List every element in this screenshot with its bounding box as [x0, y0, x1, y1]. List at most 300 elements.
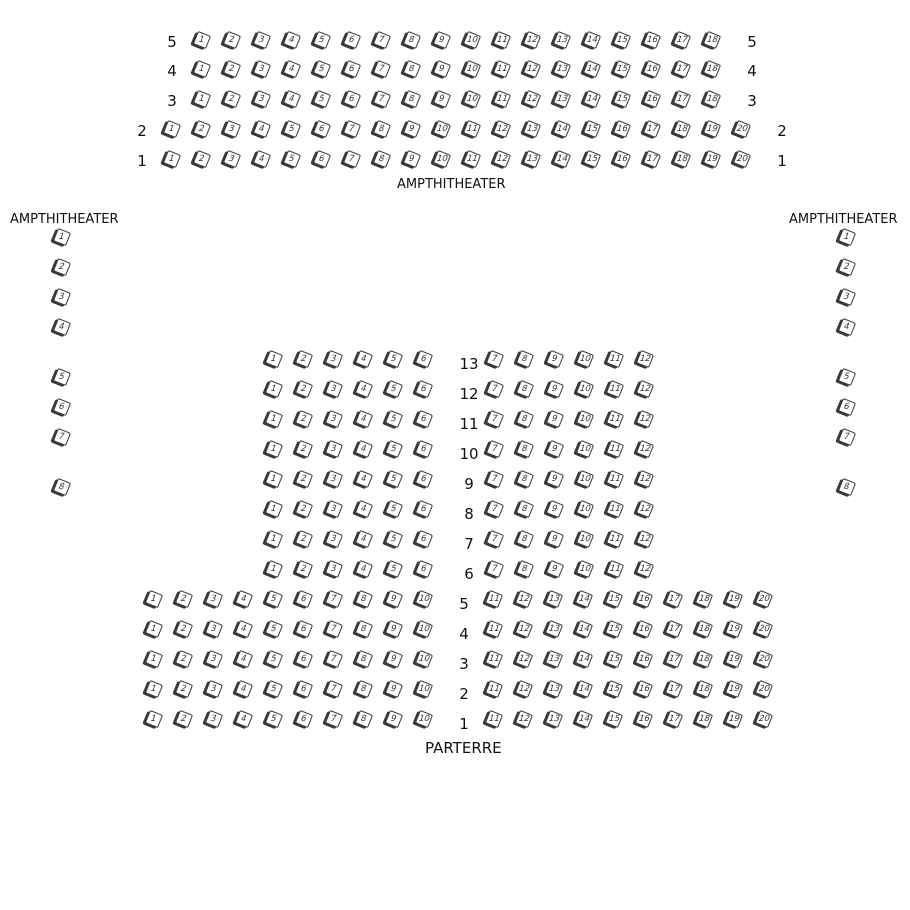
- parterre-seat[interactable]: [606, 410, 624, 428]
- parterre-seat[interactable]: [575, 650, 593, 668]
- amphitheater-seat[interactable]: [373, 60, 391, 78]
- amphitheater-seat[interactable]: [253, 120, 271, 138]
- parterre-seat[interactable]: [175, 590, 193, 608]
- parterre-seat[interactable]: [205, 680, 223, 698]
- amphitheater-seat[interactable]: [463, 120, 481, 138]
- amphitheater-seat[interactable]: [313, 120, 331, 138]
- parterre-seat[interactable]: [486, 410, 504, 428]
- parterre-seat[interactable]: [665, 590, 683, 608]
- parterre-seat[interactable]: [295, 440, 313, 458]
- parterre-seat[interactable]: [576, 500, 594, 518]
- parterre-seat[interactable]: [486, 440, 504, 458]
- parterre-seat[interactable]: [485, 680, 503, 698]
- parterre-seat[interactable]: [755, 590, 773, 608]
- parterre-seat[interactable]: [265, 590, 283, 608]
- parterre-seat[interactable]: [635, 650, 653, 668]
- parterre-seat[interactable]: [546, 470, 564, 488]
- amphitheater-seat[interactable]: [283, 31, 301, 49]
- amphitheater-seat[interactable]: [373, 90, 391, 108]
- side-left-seat[interactable]: [53, 318, 71, 336]
- parterre-seat[interactable]: [415, 620, 433, 638]
- parterre-seat[interactable]: [325, 620, 343, 638]
- parterre-seat[interactable]: [295, 470, 313, 488]
- amphitheater-seat[interactable]: [553, 90, 571, 108]
- amphitheater-seat[interactable]: [463, 31, 481, 49]
- parterre-seat[interactable]: [516, 350, 534, 368]
- parterre-seat[interactable]: [665, 680, 683, 698]
- parterre-seat[interactable]: [295, 560, 313, 578]
- amphitheater-seat[interactable]: [223, 31, 241, 49]
- amphitheater-seat[interactable]: [283, 90, 301, 108]
- amphitheater-seat[interactable]: [223, 120, 241, 138]
- parterre-seat[interactable]: [636, 500, 654, 518]
- parterre-seat[interactable]: [235, 710, 253, 728]
- parterre-seat[interactable]: [725, 710, 743, 728]
- parterre-seat[interactable]: [325, 500, 343, 518]
- parterre-seat[interactable]: [295, 620, 313, 638]
- parterre-seat[interactable]: [265, 410, 283, 428]
- parterre-seat[interactable]: [175, 620, 193, 638]
- side-right-seat[interactable]: [838, 368, 856, 386]
- parterre-seat[interactable]: [576, 410, 594, 428]
- amphitheater-seat[interactable]: [223, 150, 241, 168]
- parterre-seat[interactable]: [755, 680, 773, 698]
- amphitheater-seat[interactable]: [523, 31, 541, 49]
- parterre-seat[interactable]: [295, 410, 313, 428]
- parterre-seat[interactable]: [665, 710, 683, 728]
- parterre-seat[interactable]: [235, 620, 253, 638]
- parterre-seat[interactable]: [576, 440, 594, 458]
- amphitheater-seat[interactable]: [553, 60, 571, 78]
- amphitheater-seat[interactable]: [193, 31, 211, 49]
- amphitheater-seat[interactable]: [343, 31, 361, 49]
- parterre-seat[interactable]: [605, 650, 623, 668]
- parterre-seat[interactable]: [295, 530, 313, 548]
- amphitheater-seat[interactable]: [523, 120, 541, 138]
- parterre-seat[interactable]: [325, 350, 343, 368]
- side-right-seat[interactable]: [838, 258, 856, 276]
- parterre-seat[interactable]: [355, 560, 373, 578]
- parterre-seat[interactable]: [385, 410, 403, 428]
- parterre-seat[interactable]: [355, 620, 373, 638]
- amphitheater-seat[interactable]: [583, 60, 601, 78]
- amphitheater-seat[interactable]: [523, 90, 541, 108]
- parterre-seat[interactable]: [415, 350, 433, 368]
- parterre-seat[interactable]: [325, 410, 343, 428]
- parterre-seat[interactable]: [516, 470, 534, 488]
- parterre-seat[interactable]: [725, 680, 743, 698]
- parterre-seat[interactable]: [725, 590, 743, 608]
- amphitheater-seat[interactable]: [433, 150, 451, 168]
- parterre-seat[interactable]: [486, 530, 504, 548]
- amphitheater-seat[interactable]: [583, 31, 601, 49]
- parterre-seat[interactable]: [576, 560, 594, 578]
- amphitheater-seat[interactable]: [223, 90, 241, 108]
- amphitheater-seat[interactable]: [343, 120, 361, 138]
- parterre-seat[interactable]: [605, 710, 623, 728]
- amphitheater-seat[interactable]: [433, 60, 451, 78]
- parterre-seat[interactable]: [695, 680, 713, 698]
- parterre-seat[interactable]: [755, 650, 773, 668]
- parterre-seat[interactable]: [606, 500, 624, 518]
- side-right-seat[interactable]: [838, 228, 856, 246]
- amphitheater-seat[interactable]: [193, 60, 211, 78]
- amphitheater-seat[interactable]: [313, 150, 331, 168]
- amphitheater-seat[interactable]: [403, 60, 421, 78]
- parterre-seat[interactable]: [605, 590, 623, 608]
- parterre-seat[interactable]: [545, 620, 563, 638]
- parterre-seat[interactable]: [575, 620, 593, 638]
- parterre-seat[interactable]: [205, 620, 223, 638]
- amphitheater-seat[interactable]: [343, 150, 361, 168]
- amphitheater-seat[interactable]: [403, 120, 421, 138]
- amphitheater-seat[interactable]: [493, 90, 511, 108]
- parterre-seat[interactable]: [576, 530, 594, 548]
- side-right-seat[interactable]: [838, 428, 856, 446]
- parterre-seat[interactable]: [175, 650, 193, 668]
- parterre-seat[interactable]: [415, 650, 433, 668]
- parterre-seat[interactable]: [295, 680, 313, 698]
- amphitheater-seat[interactable]: [193, 120, 211, 138]
- side-left-seat[interactable]: [53, 428, 71, 446]
- parterre-seat[interactable]: [545, 650, 563, 668]
- parterre-seat[interactable]: [355, 710, 373, 728]
- parterre-seat[interactable]: [355, 410, 373, 428]
- amphitheater-seat[interactable]: [703, 31, 721, 49]
- parterre-seat[interactable]: [515, 650, 533, 668]
- parterre-seat[interactable]: [665, 620, 683, 638]
- amphitheater-seat[interactable]: [163, 150, 181, 168]
- parterre-seat[interactable]: [415, 710, 433, 728]
- amphitheater-seat[interactable]: [253, 60, 271, 78]
- parterre-seat[interactable]: [295, 650, 313, 668]
- amphitheater-seat[interactable]: [253, 150, 271, 168]
- parterre-seat[interactable]: [546, 560, 564, 578]
- parterre-seat[interactable]: [385, 560, 403, 578]
- side-left-seat[interactable]: [53, 228, 71, 246]
- parterre-seat[interactable]: [235, 590, 253, 608]
- parterre-seat[interactable]: [325, 530, 343, 548]
- amphitheater-seat[interactable]: [583, 120, 601, 138]
- parterre-seat[interactable]: [355, 650, 373, 668]
- parterre-seat[interactable]: [575, 680, 593, 698]
- amphitheater-seat[interactable]: [403, 31, 421, 49]
- side-right-seat[interactable]: [838, 318, 856, 336]
- parterre-seat[interactable]: [515, 710, 533, 728]
- parterre-seat[interactable]: [355, 470, 373, 488]
- parterre-seat[interactable]: [235, 650, 253, 668]
- amphitheater-seat[interactable]: [553, 120, 571, 138]
- amphitheater-seat[interactable]: [703, 90, 721, 108]
- amphitheater-seat[interactable]: [433, 120, 451, 138]
- parterre-seat[interactable]: [546, 500, 564, 518]
- parterre-seat[interactable]: [295, 590, 313, 608]
- parterre-seat[interactable]: [695, 710, 713, 728]
- side-right-seat[interactable]: [838, 398, 856, 416]
- parterre-seat[interactable]: [606, 560, 624, 578]
- amphitheater-seat[interactable]: [373, 150, 391, 168]
- parterre-seat[interactable]: [636, 470, 654, 488]
- amphitheater-seat[interactable]: [643, 150, 661, 168]
- amphitheater-seat[interactable]: [313, 90, 331, 108]
- amphitheater-seat[interactable]: [163, 120, 181, 138]
- amphitheater-seat[interactable]: [673, 150, 691, 168]
- parterre-seat[interactable]: [385, 680, 403, 698]
- parterre-seat[interactable]: [695, 650, 713, 668]
- amphitheater-seat[interactable]: [703, 150, 721, 168]
- parterre-seat[interactable]: [695, 590, 713, 608]
- parterre-seat[interactable]: [385, 350, 403, 368]
- parterre-seat[interactable]: [755, 620, 773, 638]
- parterre-seat[interactable]: [546, 440, 564, 458]
- parterre-seat[interactable]: [145, 710, 163, 728]
- amphitheater-seat[interactable]: [643, 120, 661, 138]
- parterre-seat[interactable]: [205, 590, 223, 608]
- parterre-seat[interactable]: [636, 440, 654, 458]
- amphitheater-seat[interactable]: [253, 90, 271, 108]
- parterre-seat[interactable]: [265, 350, 283, 368]
- parterre-seat[interactable]: [516, 440, 534, 458]
- parterre-seat[interactable]: [576, 470, 594, 488]
- parterre-seat[interactable]: [486, 560, 504, 578]
- parterre-seat[interactable]: [636, 560, 654, 578]
- parterre-seat[interactable]: [515, 620, 533, 638]
- parterre-seat[interactable]: [486, 380, 504, 398]
- parterre-seat[interactable]: [385, 380, 403, 398]
- parterre-seat[interactable]: [516, 380, 534, 398]
- parterre-seat[interactable]: [205, 710, 223, 728]
- parterre-seat[interactable]: [295, 710, 313, 728]
- amphitheater-seat[interactable]: [613, 150, 631, 168]
- amphitheater-seat[interactable]: [673, 120, 691, 138]
- parterre-seat[interactable]: [175, 680, 193, 698]
- side-right-seat[interactable]: [838, 288, 856, 306]
- parterre-seat[interactable]: [545, 710, 563, 728]
- parterre-seat[interactable]: [145, 680, 163, 698]
- amphitheater-seat[interactable]: [463, 90, 481, 108]
- parterre-seat[interactable]: [695, 620, 713, 638]
- parterre-seat[interactable]: [355, 530, 373, 548]
- amphitheater-seat[interactable]: [553, 150, 571, 168]
- amphitheater-seat[interactable]: [523, 150, 541, 168]
- side-left-seat[interactable]: [53, 368, 71, 386]
- parterre-seat[interactable]: [515, 590, 533, 608]
- amphitheater-seat[interactable]: [643, 90, 661, 108]
- parterre-seat[interactable]: [606, 380, 624, 398]
- amphitheater-seat[interactable]: [433, 90, 451, 108]
- parterre-seat[interactable]: [385, 590, 403, 608]
- parterre-seat[interactable]: [635, 680, 653, 698]
- side-left-seat[interactable]: [53, 258, 71, 276]
- parterre-seat[interactable]: [755, 710, 773, 728]
- parterre-seat[interactable]: [485, 650, 503, 668]
- parterre-seat[interactable]: [636, 530, 654, 548]
- parterre-seat[interactable]: [606, 440, 624, 458]
- amphitheater-seat[interactable]: [313, 60, 331, 78]
- parterre-seat[interactable]: [205, 650, 223, 668]
- amphitheater-seat[interactable]: [343, 90, 361, 108]
- amphitheater-seat[interactable]: [193, 150, 211, 168]
- parterre-seat[interactable]: [325, 650, 343, 668]
- amphitheater-seat[interactable]: [373, 31, 391, 49]
- amphitheater-seat[interactable]: [733, 120, 751, 138]
- parterre-seat[interactable]: [665, 650, 683, 668]
- parterre-seat[interactable]: [415, 680, 433, 698]
- amphitheater-seat[interactable]: [463, 150, 481, 168]
- parterre-seat[interactable]: [265, 560, 283, 578]
- amphitheater-seat[interactable]: [673, 60, 691, 78]
- amphitheater-seat[interactable]: [493, 60, 511, 78]
- amphitheater-seat[interactable]: [403, 150, 421, 168]
- amphitheater-seat[interactable]: [313, 31, 331, 49]
- amphitheater-seat[interactable]: [553, 31, 571, 49]
- parterre-seat[interactable]: [415, 440, 433, 458]
- parterre-seat[interactable]: [265, 440, 283, 458]
- parterre-seat[interactable]: [606, 470, 624, 488]
- parterre-seat[interactable]: [295, 380, 313, 398]
- amphitheater-seat[interactable]: [643, 31, 661, 49]
- parterre-seat[interactable]: [265, 680, 283, 698]
- parterre-seat[interactable]: [325, 440, 343, 458]
- amphitheater-seat[interactable]: [493, 150, 511, 168]
- amphitheater-seat[interactable]: [463, 60, 481, 78]
- parterre-seat[interactable]: [515, 680, 533, 698]
- amphitheater-seat[interactable]: [283, 120, 301, 138]
- parterre-seat[interactable]: [636, 350, 654, 368]
- amphitheater-seat[interactable]: [733, 150, 751, 168]
- amphitheater-seat[interactable]: [613, 60, 631, 78]
- parterre-seat[interactable]: [415, 410, 433, 428]
- amphitheater-seat[interactable]: [283, 150, 301, 168]
- parterre-seat[interactable]: [415, 500, 433, 518]
- parterre-seat[interactable]: [265, 710, 283, 728]
- parterre-seat[interactable]: [415, 590, 433, 608]
- amphitheater-seat[interactable]: [373, 120, 391, 138]
- side-right-seat[interactable]: [838, 478, 856, 496]
- parterre-seat[interactable]: [385, 440, 403, 458]
- amphitheater-seat[interactable]: [283, 60, 301, 78]
- amphitheater-seat[interactable]: [643, 60, 661, 78]
- amphitheater-seat[interactable]: [703, 60, 721, 78]
- parterre-seat[interactable]: [325, 710, 343, 728]
- parterre-seat[interactable]: [415, 380, 433, 398]
- parterre-seat[interactable]: [265, 500, 283, 518]
- parterre-seat[interactable]: [385, 500, 403, 518]
- side-left-seat[interactable]: [53, 478, 71, 496]
- parterre-seat[interactable]: [265, 650, 283, 668]
- amphitheater-seat[interactable]: [613, 120, 631, 138]
- parterre-seat[interactable]: [516, 560, 534, 578]
- amphitheater-seat[interactable]: [433, 31, 451, 49]
- amphitheater-seat[interactable]: [493, 31, 511, 49]
- parterre-seat[interactable]: [325, 590, 343, 608]
- parterre-seat[interactable]: [355, 380, 373, 398]
- parterre-seat[interactable]: [485, 710, 503, 728]
- parterre-seat[interactable]: [265, 470, 283, 488]
- parterre-seat[interactable]: [725, 620, 743, 638]
- parterre-seat[interactable]: [516, 500, 534, 518]
- parterre-seat[interactable]: [355, 590, 373, 608]
- parterre-seat[interactable]: [265, 620, 283, 638]
- parterre-seat[interactable]: [385, 710, 403, 728]
- amphitheater-seat[interactable]: [523, 60, 541, 78]
- amphitheater-seat[interactable]: [703, 120, 721, 138]
- parterre-seat[interactable]: [295, 500, 313, 518]
- amphitheater-seat[interactable]: [613, 90, 631, 108]
- parterre-seat[interactable]: [415, 530, 433, 548]
- parterre-seat[interactable]: [486, 500, 504, 518]
- parterre-seat[interactable]: [295, 350, 313, 368]
- parterre-seat[interactable]: [325, 470, 343, 488]
- parterre-seat[interactable]: [546, 380, 564, 398]
- parterre-seat[interactable]: [485, 590, 503, 608]
- parterre-seat[interactable]: [265, 380, 283, 398]
- amphitheater-seat[interactable]: [223, 60, 241, 78]
- parterre-seat[interactable]: [265, 530, 283, 548]
- amphitheater-seat[interactable]: [583, 150, 601, 168]
- parterre-seat[interactable]: [636, 410, 654, 428]
- parterre-seat[interactable]: [605, 680, 623, 698]
- amphitheater-seat[interactable]: [613, 31, 631, 49]
- amphitheater-seat[interactable]: [403, 90, 421, 108]
- parterre-seat[interactable]: [415, 470, 433, 488]
- parterre-seat[interactable]: [385, 530, 403, 548]
- parterre-seat[interactable]: [546, 410, 564, 428]
- parterre-seat[interactable]: [546, 530, 564, 548]
- amphitheater-seat[interactable]: [493, 120, 511, 138]
- parterre-seat[interactable]: [415, 560, 433, 578]
- side-left-seat[interactable]: [53, 398, 71, 416]
- parterre-seat[interactable]: [605, 620, 623, 638]
- parterre-seat[interactable]: [385, 470, 403, 488]
- parterre-seat[interactable]: [385, 620, 403, 638]
- parterre-seat[interactable]: [325, 560, 343, 578]
- parterre-seat[interactable]: [355, 680, 373, 698]
- parterre-seat[interactable]: [516, 410, 534, 428]
- parterre-seat[interactable]: [575, 590, 593, 608]
- parterre-seat[interactable]: [486, 470, 504, 488]
- parterre-seat[interactable]: [325, 680, 343, 698]
- amphitheater-seat[interactable]: [253, 31, 271, 49]
- parterre-seat[interactable]: [546, 350, 564, 368]
- parterre-seat[interactable]: [606, 350, 624, 368]
- parterre-seat[interactable]: [545, 680, 563, 698]
- parterre-seat[interactable]: [636, 380, 654, 398]
- parterre-seat[interactable]: [235, 680, 253, 698]
- parterre-seat[interactable]: [575, 710, 593, 728]
- parterre-seat[interactable]: [486, 350, 504, 368]
- parterre-seat[interactable]: [355, 350, 373, 368]
- parterre-seat[interactable]: [576, 380, 594, 398]
- parterre-seat[interactable]: [725, 650, 743, 668]
- parterre-seat[interactable]: [145, 620, 163, 638]
- parterre-seat[interactable]: [635, 710, 653, 728]
- parterre-seat[interactable]: [635, 590, 653, 608]
- parterre-seat[interactable]: [485, 620, 503, 638]
- parterre-seat[interactable]: [576, 350, 594, 368]
- parterre-seat[interactable]: [516, 530, 534, 548]
- parterre-seat[interactable]: [545, 590, 563, 608]
- amphitheater-seat[interactable]: [583, 90, 601, 108]
- amphitheater-seat[interactable]: [343, 60, 361, 78]
- amphitheater-seat[interactable]: [193, 90, 211, 108]
- parterre-seat[interactable]: [606, 530, 624, 548]
- parterre-seat[interactable]: [635, 620, 653, 638]
- amphitheater-seat[interactable]: [673, 90, 691, 108]
- parterre-seat[interactable]: [385, 650, 403, 668]
- parterre-seat[interactable]: [325, 380, 343, 398]
- amphitheater-seat[interactable]: [673, 31, 691, 49]
